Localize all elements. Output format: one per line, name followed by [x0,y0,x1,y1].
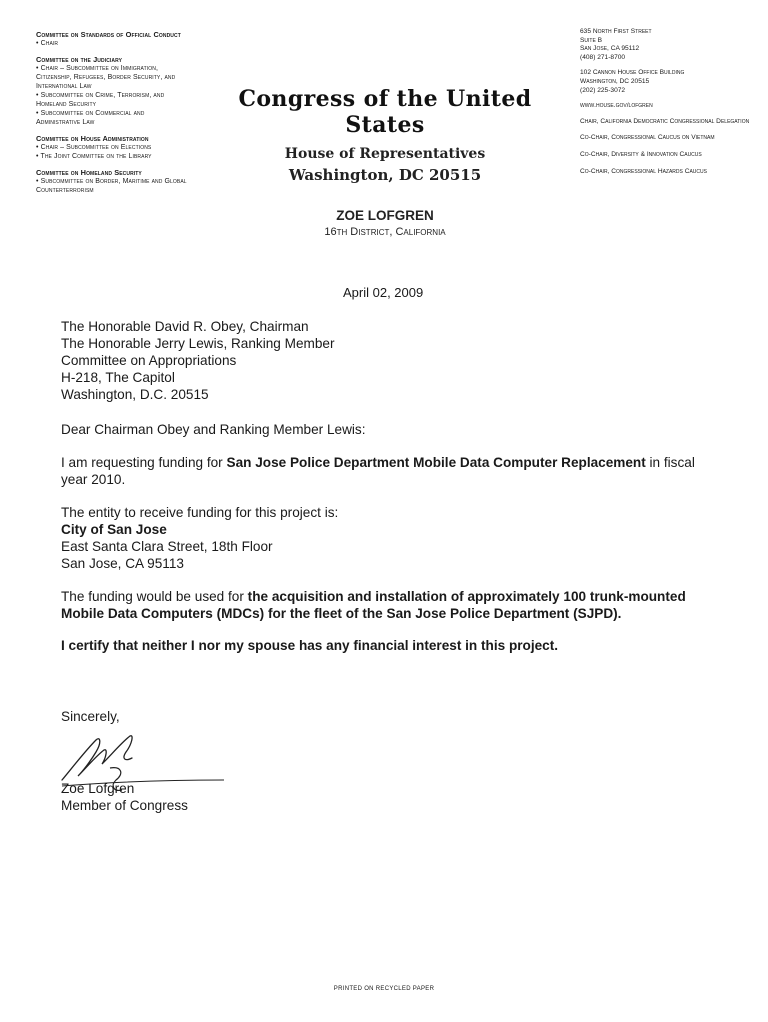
member-district: 16th District, California [324,226,446,238]
dc-office-address [580,69,762,95]
entity-street: East Santa Clara Street, 18th Floor [61,539,273,554]
address-line: The Honorable Jerry Lewis, Ranking Member [61,336,335,351]
project-name: San Jose Police Department Mobile Data Computer Replacement [226,455,646,470]
salutation: Dear Chairman Obey and Ranking Member Lewis: [61,422,366,437]
address-line: 635 North First Street [580,28,652,35]
committee-item: • Subcommittee on Crime, Terrorism, and [36,92,165,99]
address-line: The Honorable David R. Obey, Chairman [61,319,309,334]
recycled-paper-note: PRINTED ON RECYCLED PAPER [333,986,435,992]
signer-name: Zoe Lofgren [61,781,135,796]
caucus-item: Co-Chair, Congressional Hazards Caucus [580,167,707,175]
house-heading: House of Representatives [284,146,486,162]
committee-title: Committee on Standards of Official Conduct [36,30,181,39]
funding-paragraph [61,588,721,622]
letter-date: April 02, 2009 [343,285,424,300]
letter-body [61,318,721,654]
committee-item: • Chair – Subcommittee on Immigration, [36,65,158,72]
phone-number: (202) 225-3072 [580,86,626,94]
letterhead-title-block [210,86,560,238]
committee-group [36,134,236,161]
recipient-address [61,318,721,403]
caucus-item: Chair, California Democratic Congressional Delegation [580,117,750,125]
committee-item: Administrative Law [36,119,95,126]
committee-title: Committee on Homeland Security [36,168,142,177]
committee-list [36,30,236,202]
request-intro: I am requesting funding for [61,455,227,470]
address-line: 102 Cannon House Office Building [580,69,685,77]
entity-intro: The entity to receive funding for this project is: [61,505,339,520]
committee-item: Homeland Security [36,101,97,108]
committee-group [36,30,236,48]
committee-item: Citizenship, Refugees, Border Security, and [36,74,176,81]
address-line: H-218, The Capitol [61,370,175,385]
caucus-item: Co-Chair, Diversity & Innovation Caucus [580,150,702,158]
signer-block [61,780,188,814]
office-info [580,28,762,184]
congress-heading: Congress of the United States [238,86,532,138]
member-name: ZOE LOFGREN [336,208,434,223]
entity-city: San Jose, CA 95113 [61,556,184,571]
committee-title: Committee on House Administration [36,134,149,143]
committee-group [36,55,236,127]
district-office-address [580,28,762,62]
committee-item: • Subcommittee on Commercial and [36,110,145,117]
address-line: Suite B [580,36,603,44]
committee-item: Counterterrorism [36,187,94,194]
request-outro: in fiscal year 2010. [61,455,695,487]
website: www.house.gov/lofgren [580,102,653,110]
address-line: Washington, D.C. 20515 [61,387,209,402]
entity-block [61,504,721,572]
committee-item: • Subcommittee on Border, Maritime and Global [36,178,187,185]
committee-item: • The Joint Committee on the Library [36,153,152,160]
request-paragraph [61,454,721,488]
committee-item: • Chair – Subcommittee on Elections [36,144,152,151]
entity-name: City of San Jose [61,522,167,537]
caucus-item: Co-Chair, Congressional Caucus on Vietnam [580,134,715,142]
closing: Sincerely, [61,709,120,724]
address-line: Washington, DC 20515 [580,77,650,85]
funding-intro: The funding would be used for [61,589,248,604]
committee-title: Committee on the Judiciary [36,55,123,64]
committee-group [36,168,236,195]
committee-item: International Law [36,83,92,90]
city-heading: Washington, DC 20515 [288,166,482,184]
phone-number: (408) 271-8700 [580,53,626,61]
address-line: San Jose, CA 95112 [580,45,640,53]
committee-item: • Chair [36,40,59,47]
signer-title: Member of Congress [61,798,188,813]
certification: I certify that neither I nor my spouse has any financial interest in this project. [61,638,559,653]
funding-purpose: the acquisition and installation of approximately 100 trunk-mounted Mobile Data Computers (MDCs) for the fleet of the San Jose Police Department (SJPD). [61,589,686,621]
address-line: Committee on Appropriations [61,353,237,368]
